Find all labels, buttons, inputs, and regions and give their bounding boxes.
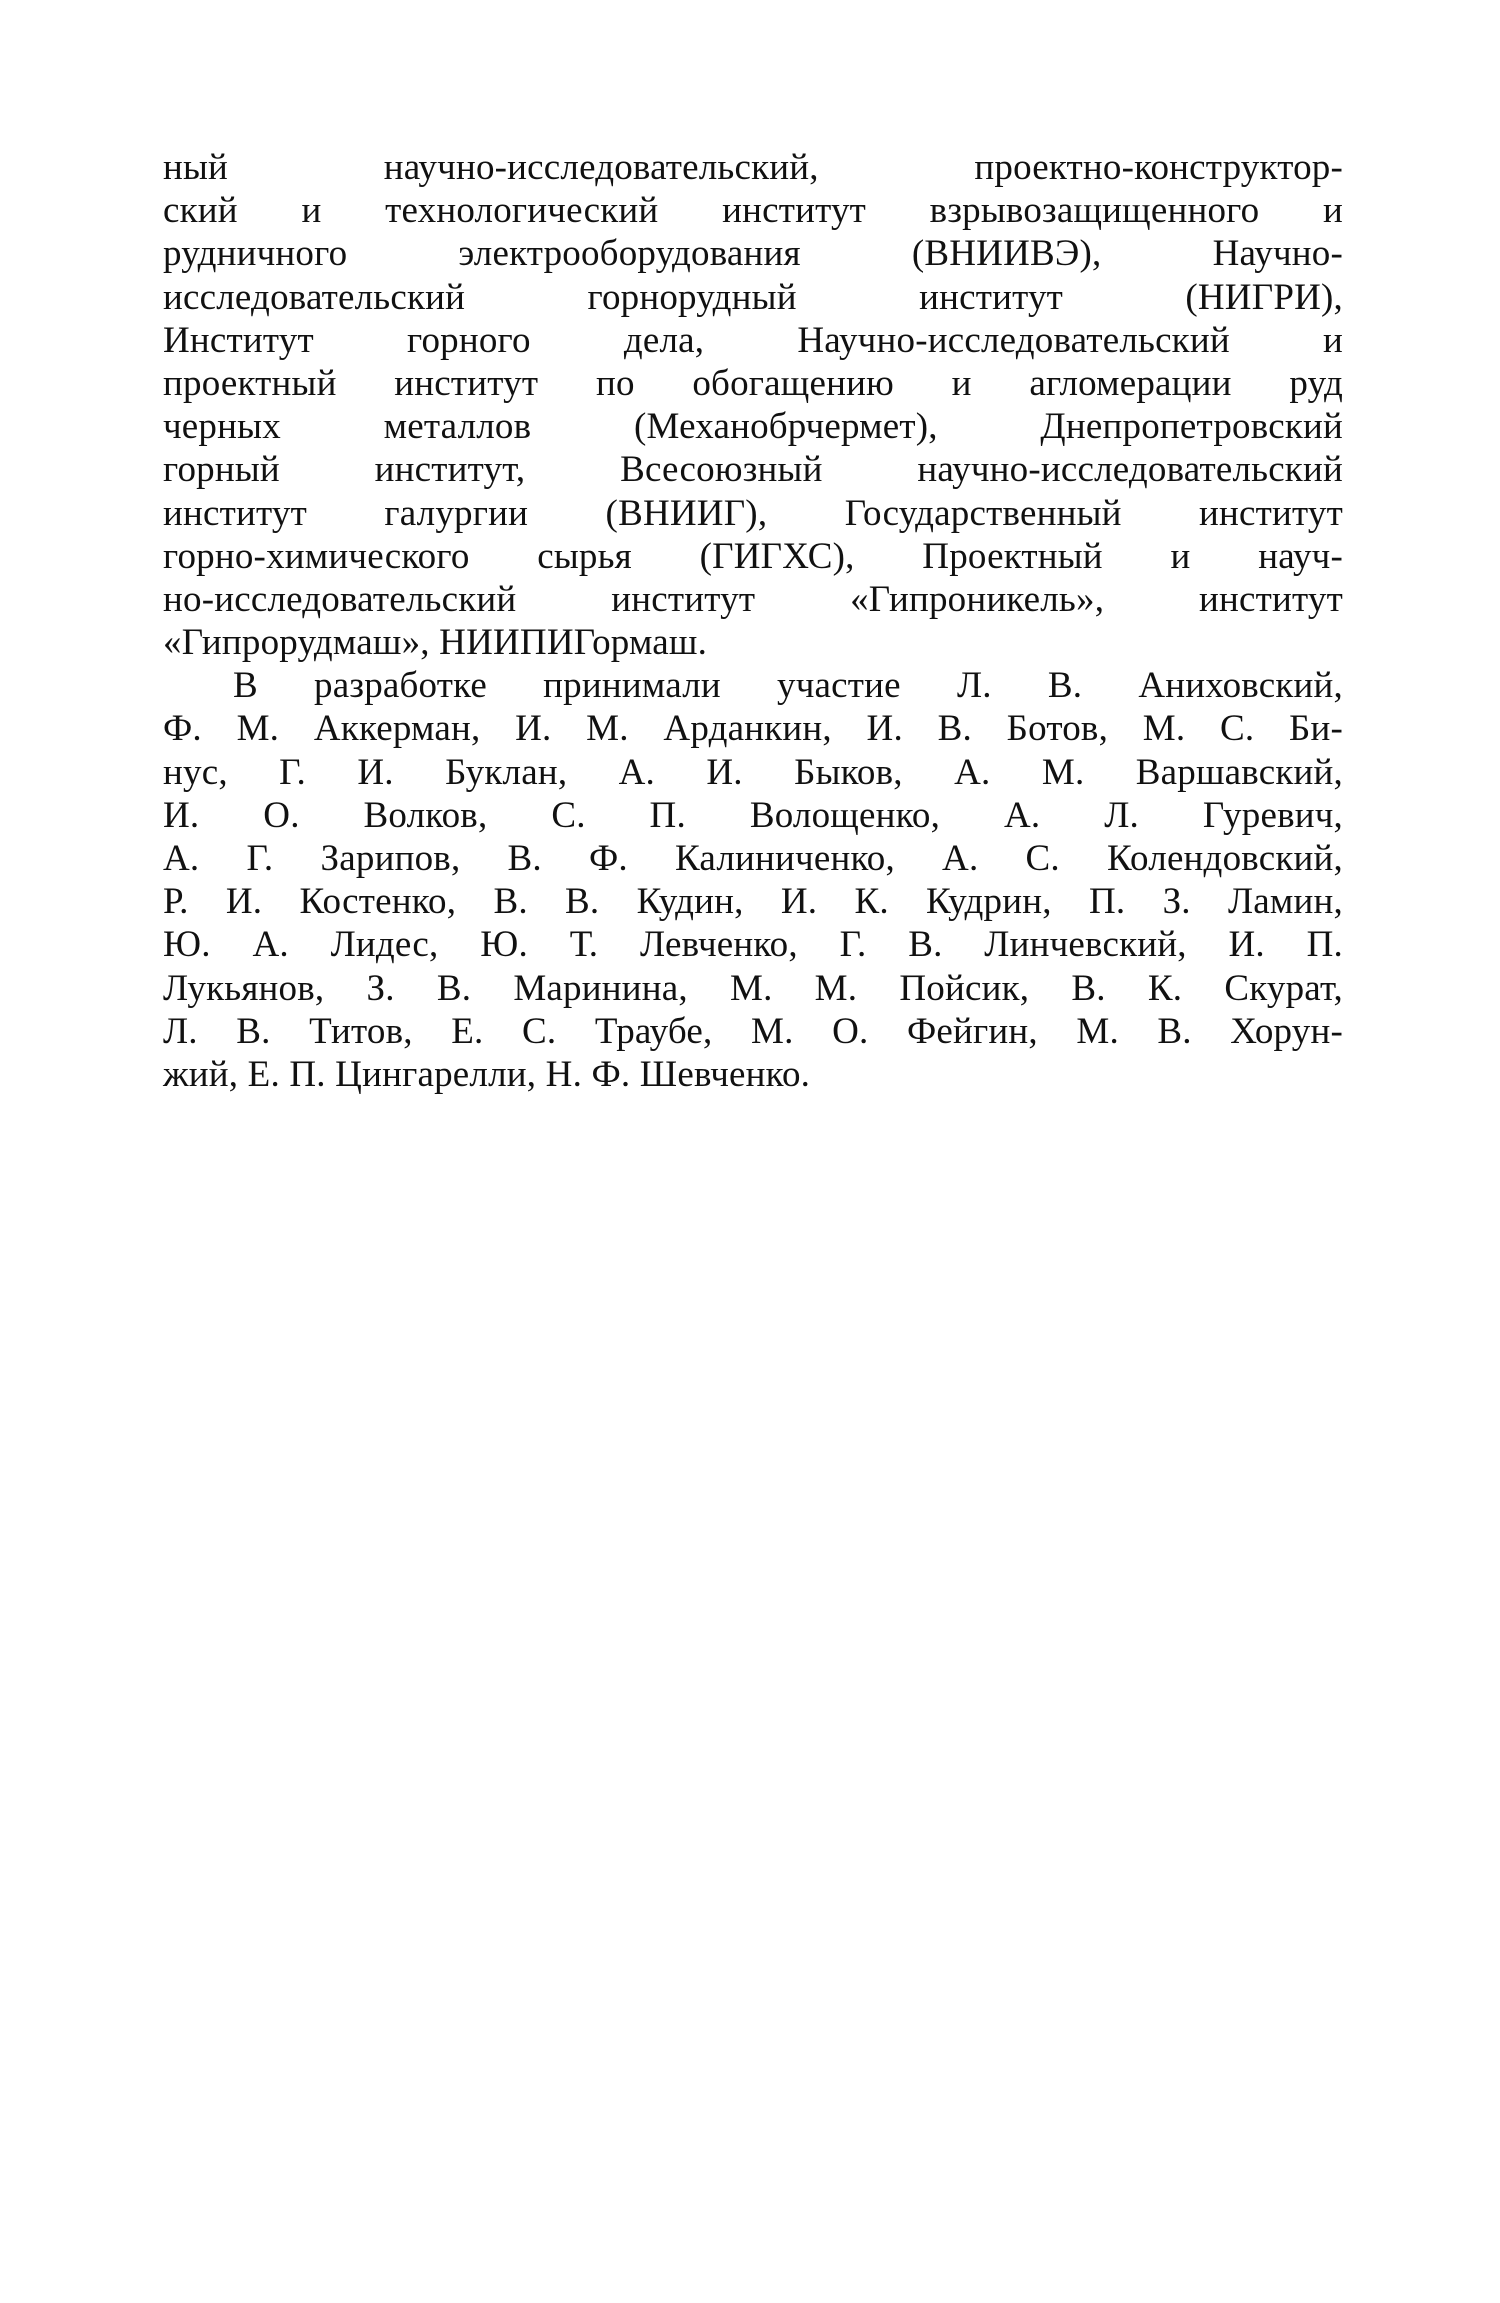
text-line: Лукьянов, З. В. Маринина, М. М. Пойсик, В. К. Скурат, (163, 967, 1343, 1009)
text-line: Институт горного дела, Научно-исследовательский и (163, 319, 1343, 361)
text-line: Ю. А. Лидес, Ю. Т. Левченко, Г. В. Линчевский, И. П. (163, 924, 1343, 966)
text-line: жий, Е. П. Цингарелли, Н. Ф. Шевченко. (163, 1053, 811, 1095)
text-line: исследовательский горнорудный институт (НИГРИ), (163, 276, 1343, 318)
body-text (163, 146, 1343, 1096)
text-line: ский и технологический институт взрывозащищенного и (163, 190, 1343, 232)
text-line: рудничного электрооборудования (ВНИИВЭ), Научно- (163, 233, 1343, 275)
paragraph-contributors (163, 664, 1343, 1096)
text-line: черных металлов (Механобрчермет), Днепропетровский (163, 406, 1343, 448)
text-line: ный научно-исследовательский, проектно-конструктор- (163, 147, 1343, 188)
text-line: В разработке принимали участие Л. В. Аниховский, (233, 665, 1343, 707)
text-line: А. Г. Зарипов, В. Ф. Калиниченко, А. С. Колендовский, (163, 838, 1343, 879)
text-line: Р. И. Костенко, В. В. Кудин, И. К. Кудрин, П. З. Ламин, (163, 881, 1343, 923)
text-line: «Гипрорудмаш», НИИПИГормаш. (163, 622, 708, 664)
text-line: но-исследовательский институт «Гипроникель», институт (163, 578, 1343, 620)
text-line: институт галургии (ВНИИГ), Государственный институт (163, 492, 1343, 534)
text-line: горно-химического сырья (ГИГХС), Проектный и науч- (163, 535, 1343, 577)
text-line: нус, Г. И. Буклан, А. И. Быков, А. М. Варшавский, (163, 751, 1343, 793)
paragraph-institutes (163, 146, 1343, 664)
text-line: Ф. М. Аккерман, И. М. Арданкин, И. В. Ботов, М. С. Би- (163, 708, 1343, 750)
text-line: Л. В. Титов, Е. С. Траубе, М. О. Фейгин, М. В. Хорун- (163, 1010, 1343, 1052)
text-line: горный институт, Всесоюзный научно-исследовательский (163, 449, 1343, 491)
text-line: проектный институт по обогащению и агломерации руд (163, 362, 1343, 404)
text-line: И. О. Волков, С. П. Волощенко, А. Л. Гуревич, (163, 794, 1343, 836)
